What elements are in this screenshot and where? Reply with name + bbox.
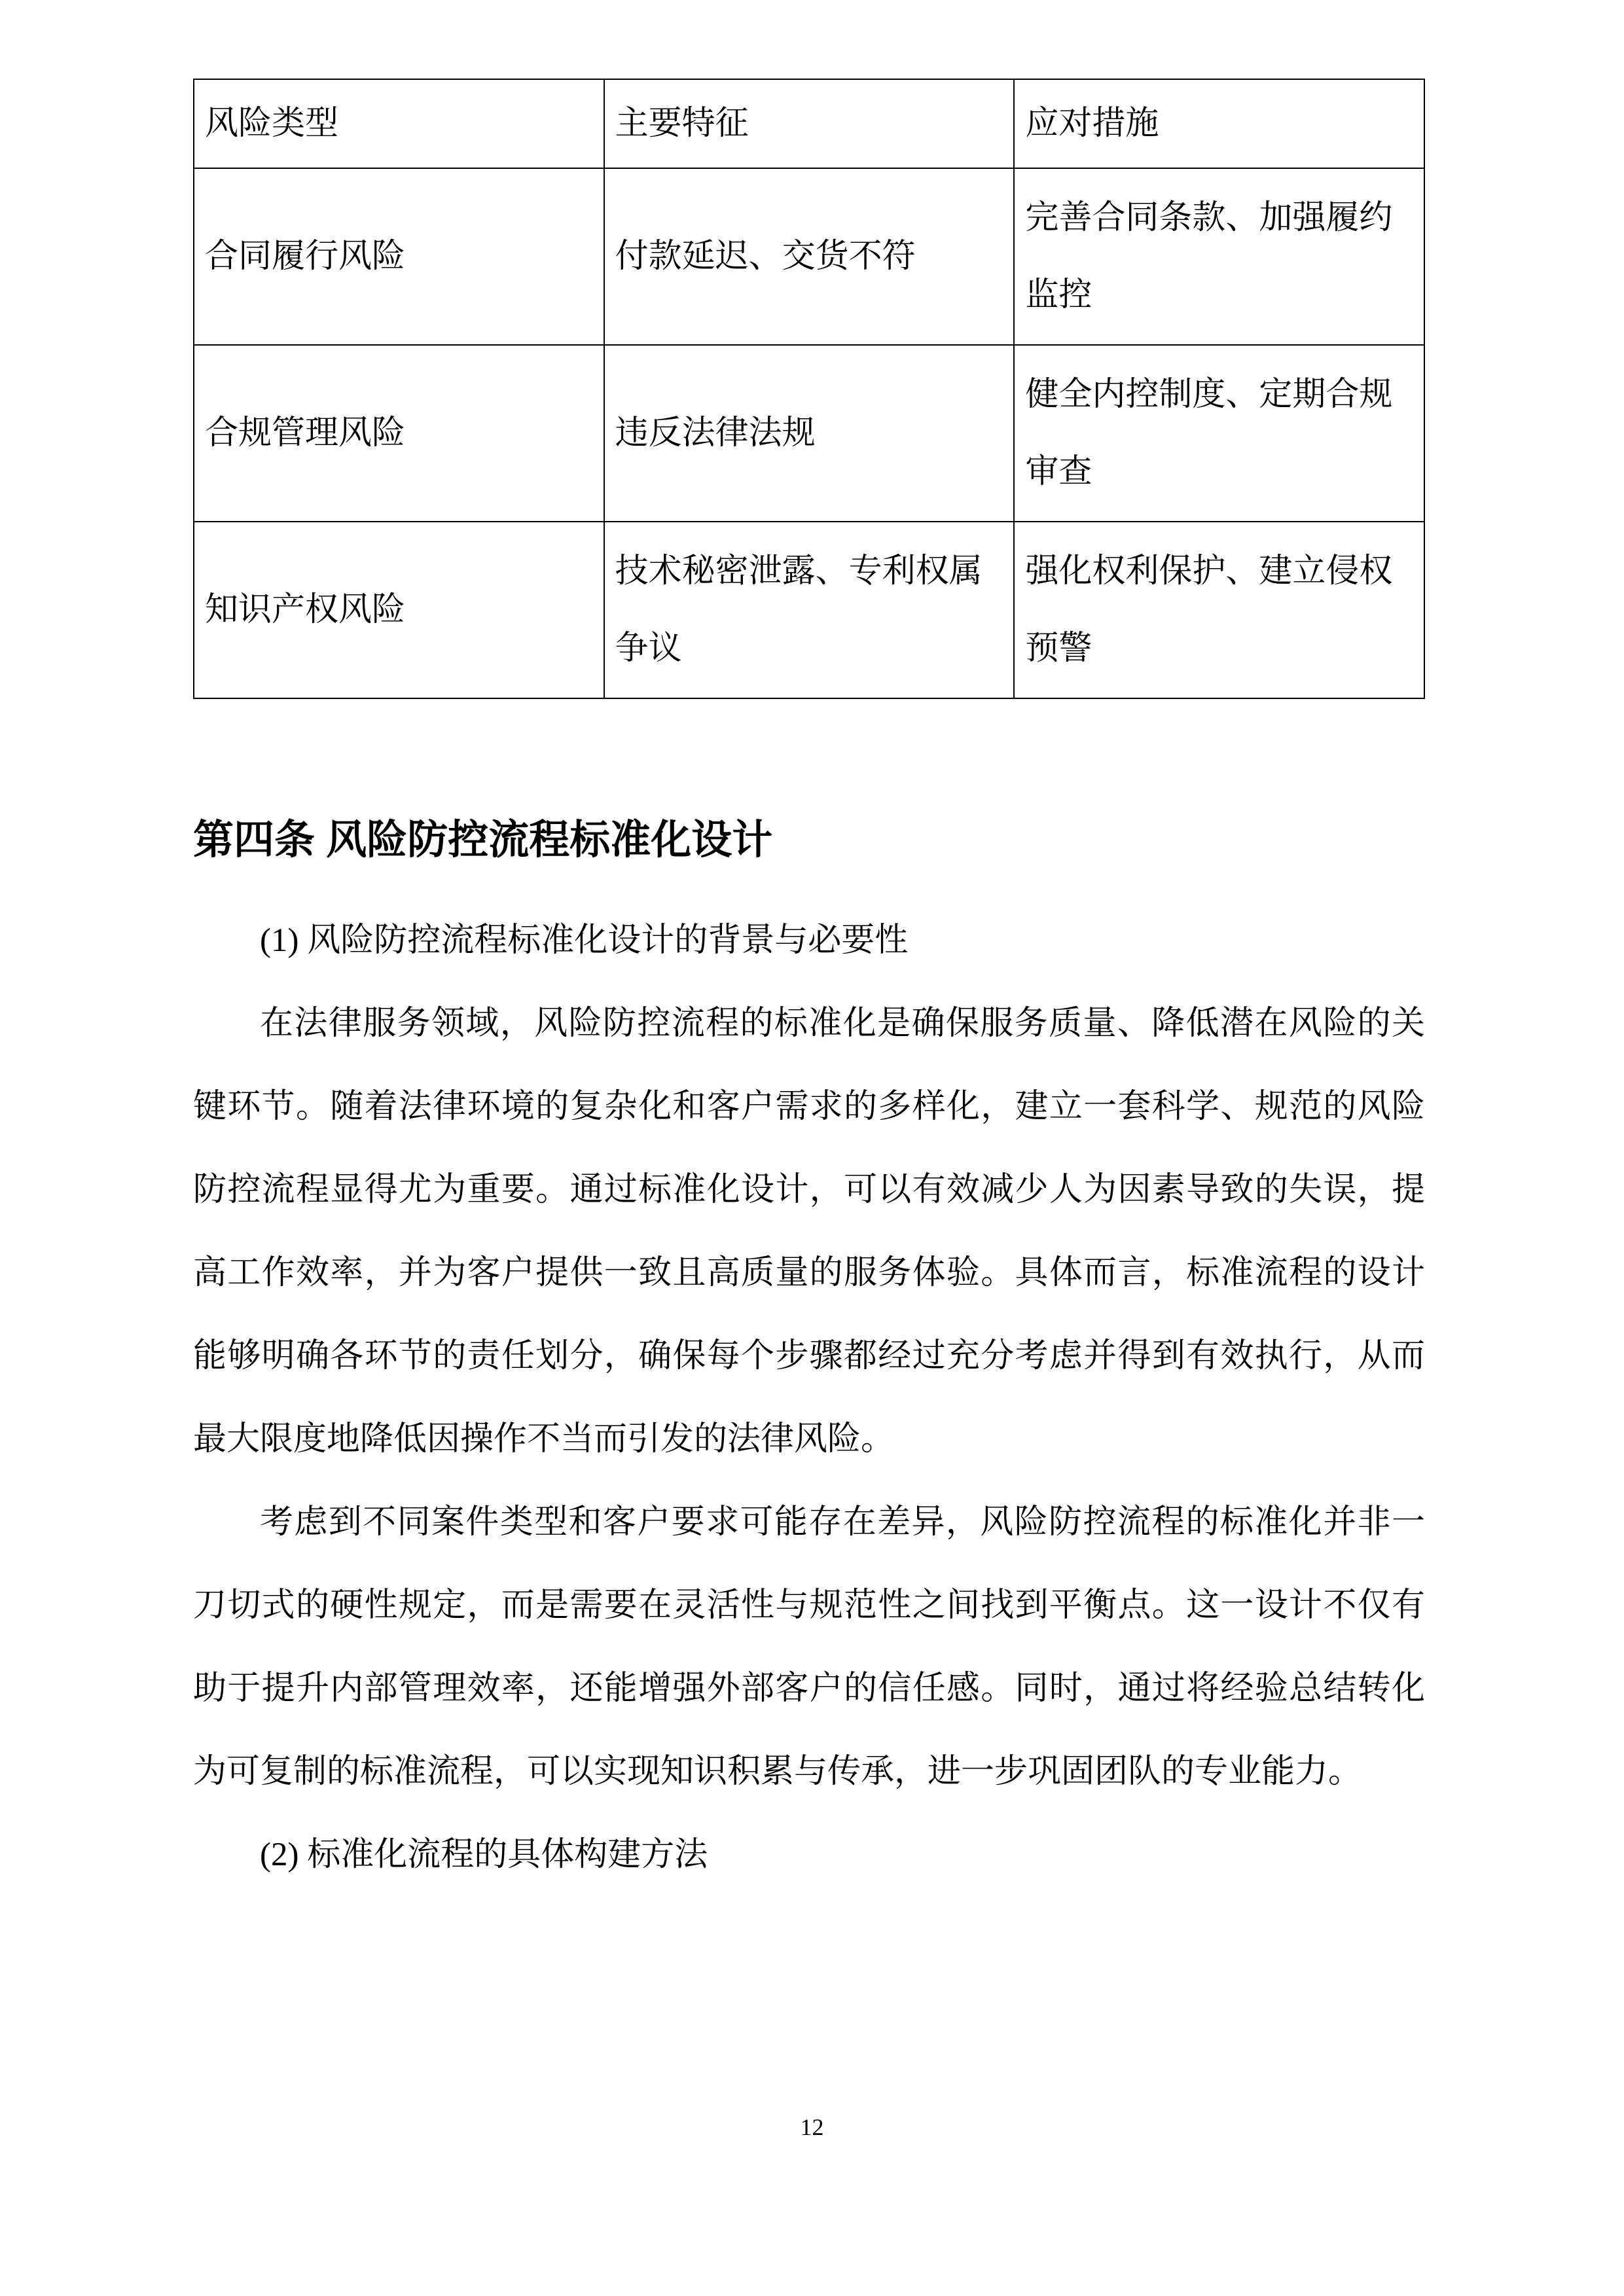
document-content (193, 79, 1425, 1897)
paragraph-subtitle-1: (1) 风险防控流程标准化设计的背景与必要性 (260, 922, 909, 959)
table-cell-main-features: 违反法律法规 (604, 345, 1015, 522)
table-row (194, 522, 1424, 698)
risk-table (193, 79, 1425, 699)
table-row (194, 168, 1424, 345)
section-body (193, 899, 1425, 1897)
table-header-row (194, 79, 1424, 168)
table-header-measures: 应对措施 (1014, 79, 1424, 168)
table-header-main-features: 主要特征 (604, 79, 1015, 168)
table-cell-risk-type: 合规管理风险 (194, 345, 604, 522)
table-cell-measures: 健全内控制度、定期合规审查 (1014, 345, 1424, 522)
table-cell-risk-type: 知识产权风险 (194, 522, 604, 698)
table-cell-measures: 完善合同条款、加强履约监控 (1014, 168, 1424, 345)
page-number: 12 (800, 2114, 824, 2140)
table-cell-main-features: 技术秘密泄露、专利权属争议 (604, 522, 1015, 698)
table-row (194, 345, 1424, 522)
table-cell-risk-type: 合同履行风险 (194, 168, 604, 345)
section-heading: 第四条 风险防控流程标准化设计 (193, 817, 773, 863)
table-cell-measures: 强化权利保护、建立侵权预警 (1014, 522, 1424, 698)
paragraph-body-2: 考虑到不同案件类型和客户要求可能存在差异，风险防控流程的标准化并非一刀切式的硬性规定，而是需要在灵活性与规范性之间找到平衡点。这一设计不仅有助于提升内部管理效率，还能增强外部客户的信任感。同时，通过将经验总结转化为可复制的标准流程，可以实现知识积累与传承，进一步巩固团队的专业能力。 (193, 1504, 1425, 1790)
table-header-risk-type: 风险类型 (194, 79, 604, 168)
paragraph-body-1: 在法律服务领域，风险防控流程的标准化是确保服务质量、降低潜在风险的关键环节。随着法律环境的复杂化和客户需求的多样化，建立一套科学、规范的风险防控流程显得尤为重要。通过标准化设计，可以有效减少人为因素导致的失误，提高工作效率，并为客户提供一致且高质量的服务体验。具体而言，标准流程的设计能够明确各环节的责任划分，确保每个步骤都经过充分考虑并得到有效执行，从而最大限度地降低因操作不当而引发的法律风险。 (193, 1005, 1425, 1458)
paragraph-subtitle-2: (2) 标准化流程的具体构建方法 (260, 1837, 708, 1873)
table-cell-main-features: 付款延迟、交货不符 (604, 168, 1015, 345)
